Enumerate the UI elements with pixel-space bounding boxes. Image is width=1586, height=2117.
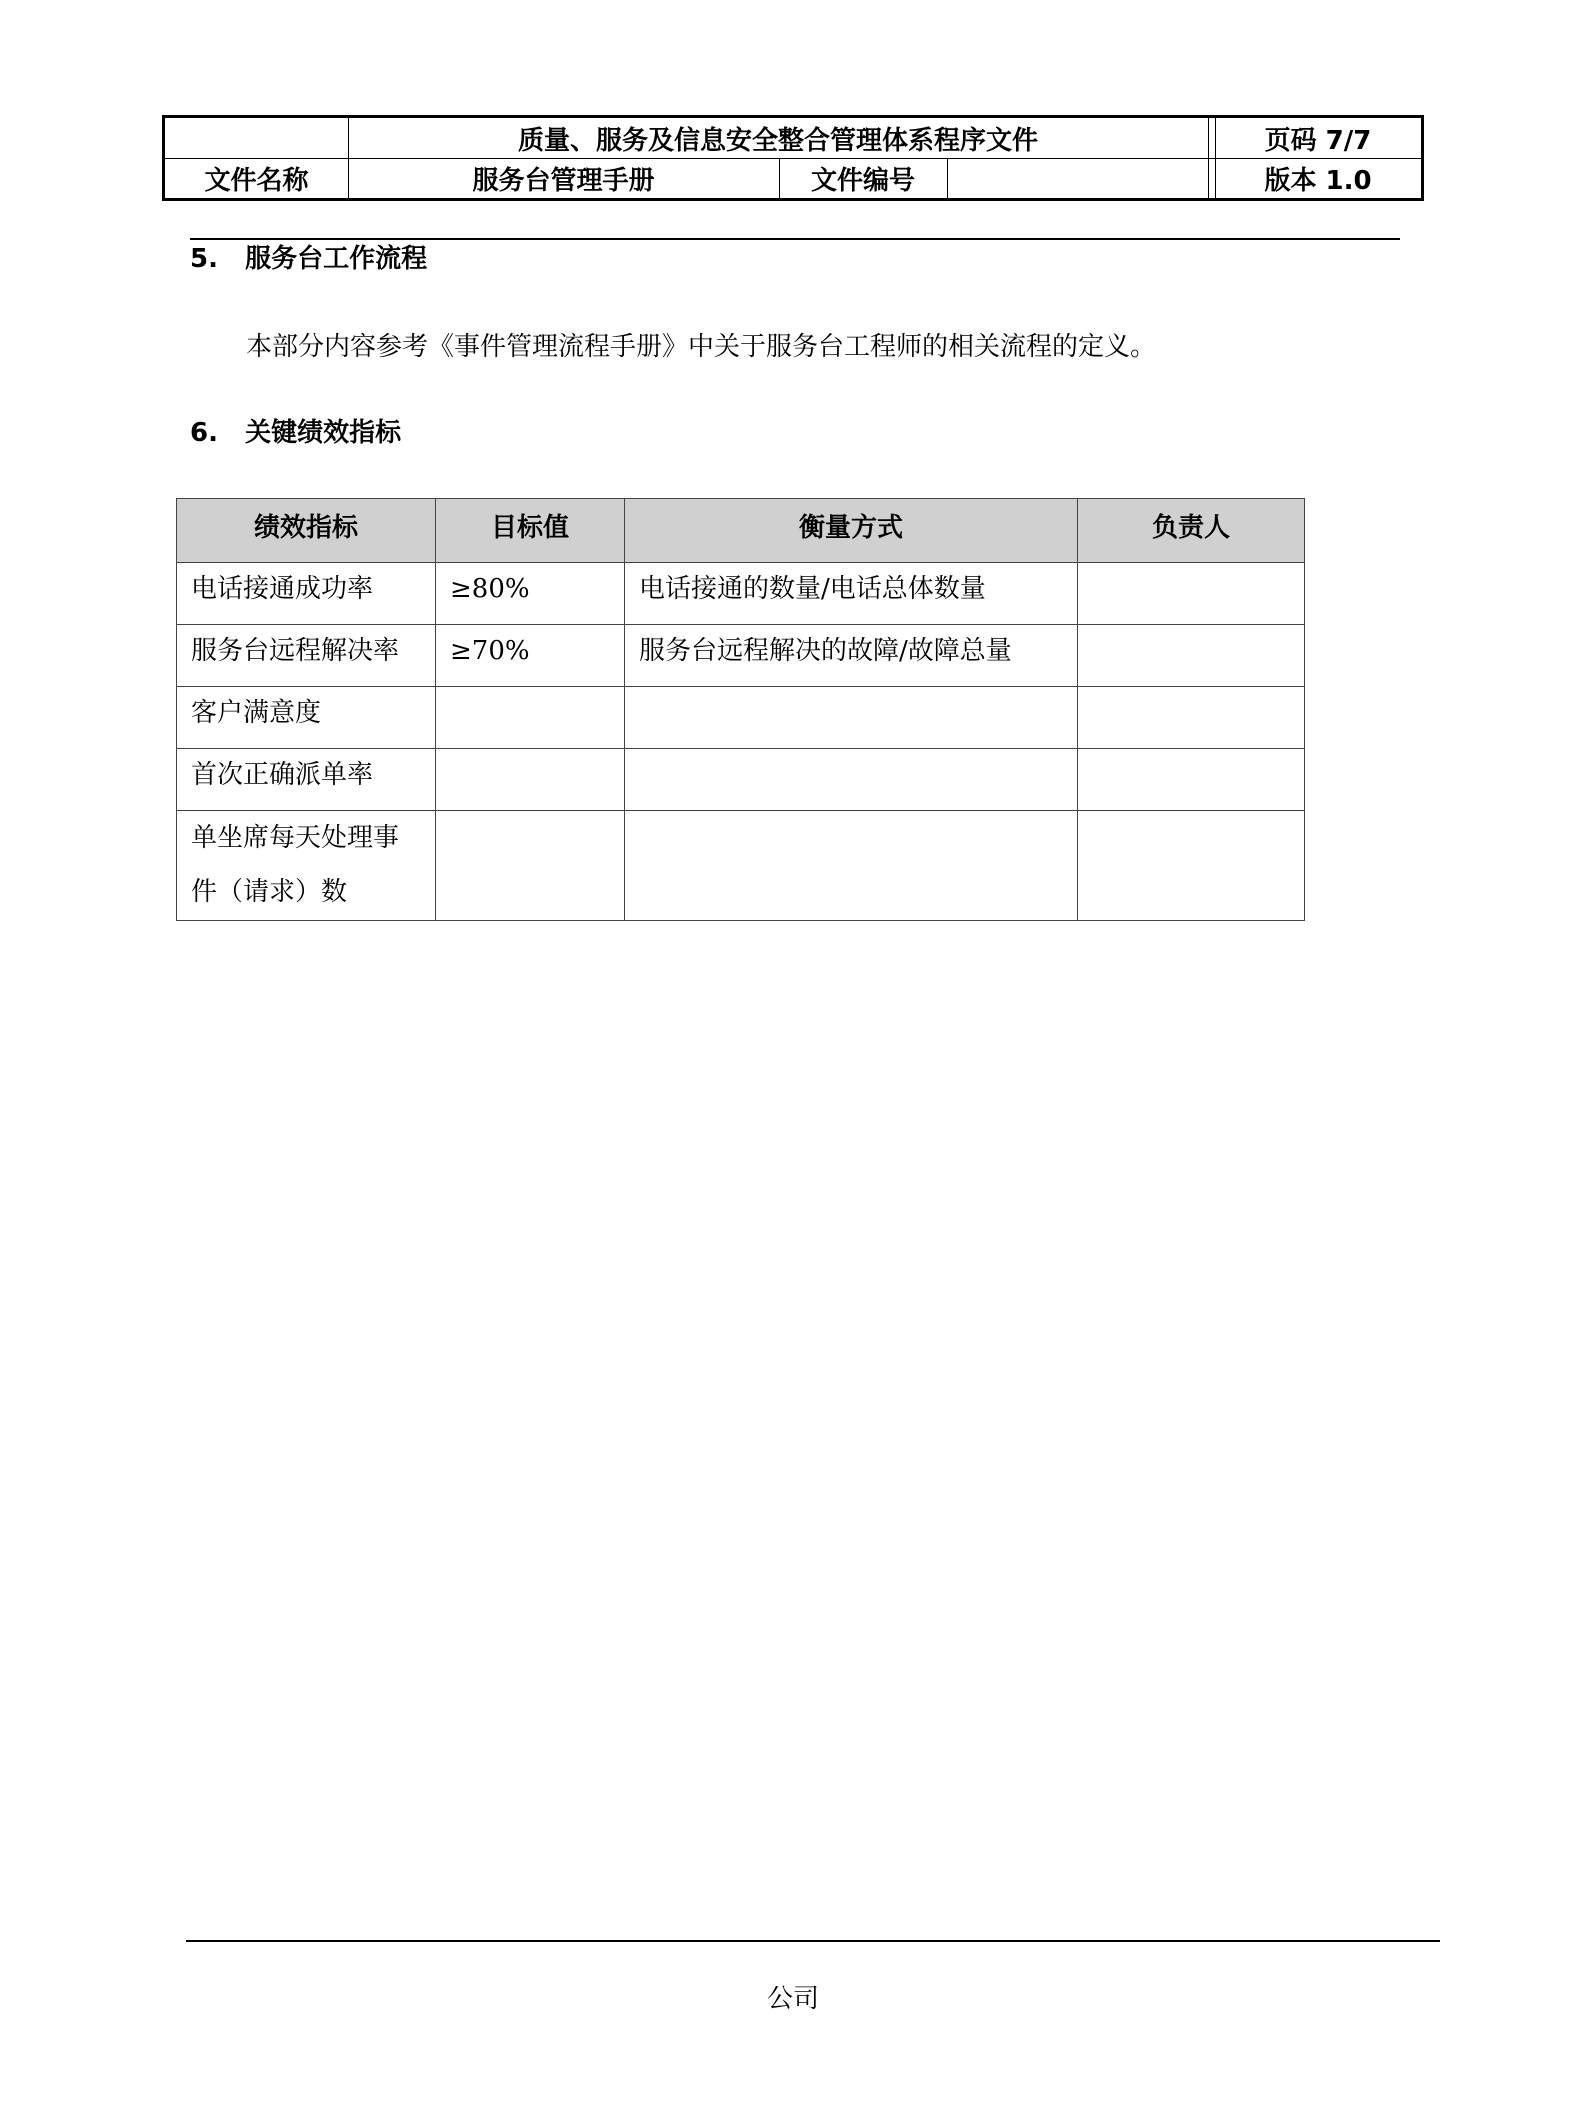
- kpi-cell-measurement: 电话接通的数量/电话总体数量: [625, 563, 1078, 625]
- kpi-cell-measurement: [625, 687, 1078, 749]
- kpi-table-header-row: [177, 499, 1305, 563]
- table-row: [177, 749, 1305, 811]
- document-header-table: [162, 115, 1424, 201]
- kpi-header-indicator: 绩效指标: [177, 499, 436, 563]
- version-label: 版本 1.0: [1264, 165, 1372, 196]
- kpi-cell-measurement: [625, 749, 1078, 811]
- kpi-cell-target: [436, 811, 625, 921]
- table-row: [177, 811, 1305, 921]
- section-5-heading: 5. 服务台工作流程: [190, 244, 428, 274]
- kpi-cell-measurement: 服务台远程解决的故障/故障总量: [625, 625, 1078, 687]
- kpi-cell-indicator: 电话接通成功率: [177, 563, 436, 625]
- kpi-cell-indicator: 单坐席每天处理事件（请求）数: [177, 811, 436, 921]
- file-number-label: 文件编号: [810, 165, 915, 196]
- file-number-value: [947, 158, 1208, 198]
- section-5-paragraph: 本部分内容参考《事件管理流程手册》中关于服务台工程师的相关流程的定义。: [246, 332, 1157, 362]
- kpi-cell-owner: [1078, 811, 1305, 921]
- kpi-cell-owner: [1078, 687, 1305, 749]
- kpi-cell-indicator: 首次正确派单率: [177, 749, 436, 811]
- kpi-cell-owner: [1078, 749, 1305, 811]
- kpi-table: [176, 498, 1305, 921]
- kpi-cell-target: [436, 749, 625, 811]
- kpi-header-target: 目标值: [436, 499, 625, 563]
- file-name-label: 文件名称: [204, 165, 309, 196]
- kpi-cell-indicator: 服务台远程解决率: [177, 625, 436, 687]
- file-name-value: 服务台管理手册: [472, 165, 655, 196]
- table-row: [177, 687, 1305, 749]
- kpi-cell-indicator: 客户满意度: [177, 687, 436, 749]
- kpi-header-owner: 负责人: [1078, 499, 1305, 563]
- kpi-cell-measurement: [625, 811, 1078, 921]
- table-row: [177, 563, 1305, 625]
- footer-separator-line: [186, 1940, 1440, 1942]
- header-col-divider: [1208, 118, 1209, 198]
- kpi-cell-owner: [1078, 563, 1305, 625]
- kpi-cell-owner: [1078, 625, 1305, 687]
- doc-system-title: 质量、服务及信息安全整合管理体系程序文件: [517, 125, 1038, 156]
- kpi-cell-target: ≥80%: [436, 563, 625, 625]
- kpi-cell-target: [436, 687, 625, 749]
- footer-company: 公司: [766, 1984, 819, 2014]
- page-number: 页码 7/7: [1264, 125, 1372, 156]
- kpi-header-measurement: 衡量方式: [625, 499, 1078, 563]
- table-row: [177, 625, 1305, 687]
- section-6-heading: 6. 关键绩效指标: [190, 418, 402, 448]
- kpi-cell-target: ≥70%: [436, 625, 625, 687]
